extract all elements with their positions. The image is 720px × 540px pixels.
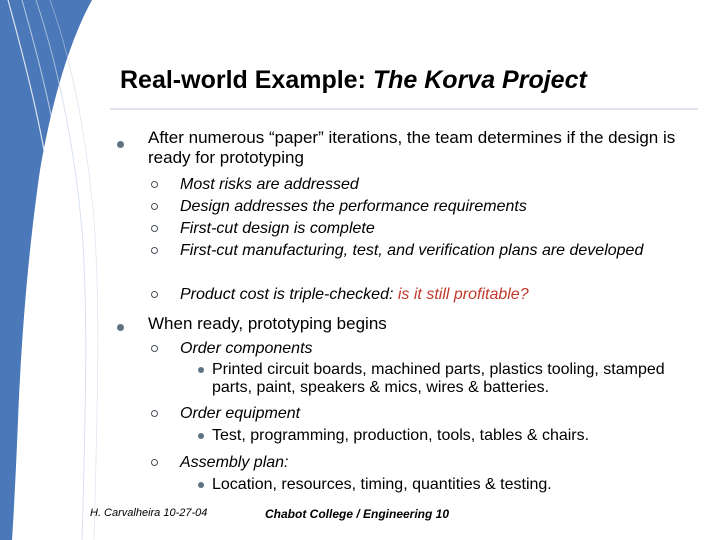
hollow-bullet-icon: [151, 181, 158, 188]
sub-bullet-text-profit: Product cost is triple-checked: is it still profitable?: [180, 286, 529, 303]
hollow-bullet-icon: [151, 291, 158, 298]
slide-title: Real-world Example: The Korva Project: [120, 66, 587, 94]
footer-course: Chabot College / Engineering 10: [265, 507, 450, 521]
corner-swoosh-decoration: [0, 0, 110, 540]
bullet-text: When ready, prototyping begins: [148, 314, 387, 333]
bullet-icon: [117, 141, 124, 148]
sub-bullet-text: Most risks are addressed: [180, 176, 359, 193]
bullet-icon: [198, 482, 204, 488]
hollow-bullet-icon: [151, 410, 158, 417]
bullet-icon: [117, 324, 124, 331]
hollow-bullet-icon: [151, 459, 158, 466]
sub-bullet-text: Assembly plan:: [180, 454, 289, 471]
sub-bullet-text: First-cut design is complete: [180, 220, 375, 237]
profit-question-highlight: is it still profitable?: [397, 286, 529, 303]
detail-text: Printed circuit boards, machined parts, plastics tooling, stamped parts, paint, speakers & mics, wires & batteries.: [212, 361, 665, 396]
bullet-text: After numerous “paper” iterations, the team determines if the design is ready for prototyping: [148, 128, 676, 167]
hollow-bullet-icon: [151, 225, 158, 232]
sub-bullet-text: Order components: [180, 340, 313, 357]
title-divider: [110, 108, 698, 110]
footer-author-date: H. Carvalheira 10-27-04: [90, 507, 208, 519]
sub-bullet-text: Design addresses the performance requirements: [180, 198, 527, 215]
sub-bullet-text: Order equipment: [180, 405, 301, 422]
bullet-icon: [198, 367, 204, 373]
bullet-icon: [198, 433, 204, 439]
hollow-bullet-icon: [151, 247, 158, 254]
hollow-bullet-icon: [151, 345, 158, 352]
sub-bullet-text: First-cut manufacturing, test, and verification plans are developed: [180, 242, 644, 259]
hollow-bullet-icon: [151, 203, 158, 210]
detail-text: Location, resources, timing, quantities & testing.: [212, 476, 552, 493]
detail-text: Test, programming, production, tools, tables & chairs.: [212, 427, 590, 444]
